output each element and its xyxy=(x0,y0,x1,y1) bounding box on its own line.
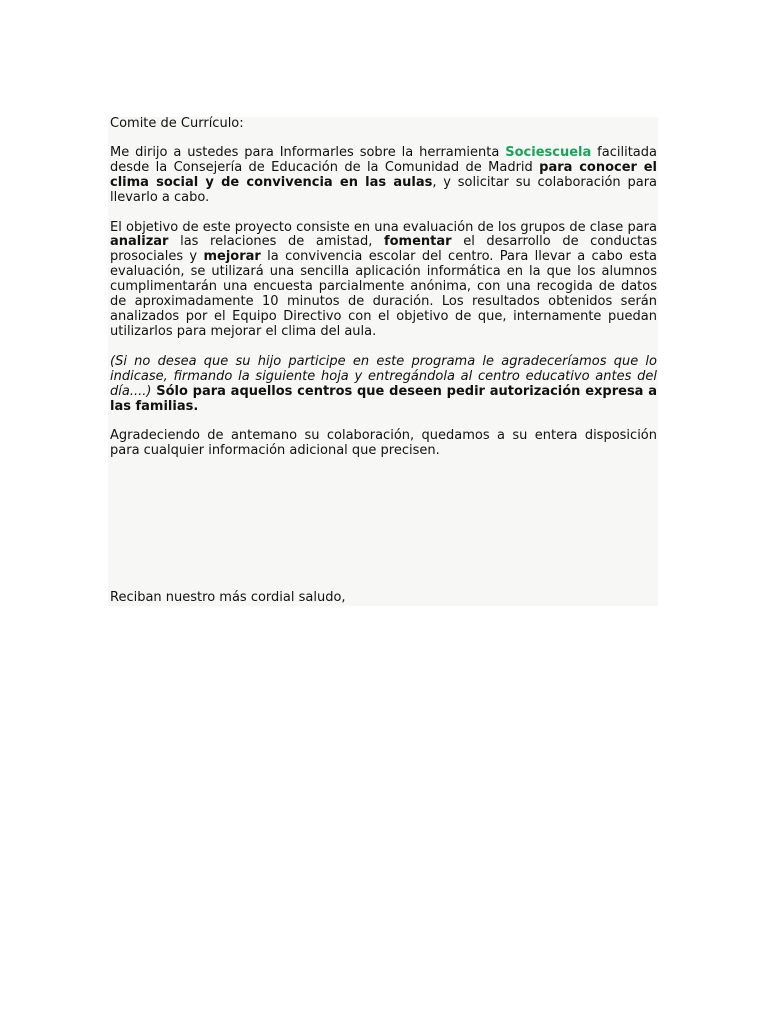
intro-text-2: facilitada desde la Consejería de Educación de la Comunidad de Madrid xyxy=(110,144,657,175)
objective-text-1: El objetivo de este proyecto consiste en una evaluación de los grupos de clase para xyxy=(110,219,657,235)
paragraph-thanks: Agradeciendo de antemano su colaboración, quedamos a su entera disposición para cualquier información adicional que precisen. xyxy=(110,428,657,459)
objective-bold-mejorar: mejorar xyxy=(203,249,261,265)
intro-bold-purpose: para conocer el clima social y de convivencia en las aulas xyxy=(110,159,657,190)
letter-greeting: Comite de Currículo: xyxy=(110,116,244,131)
objective-bold-analizar: analizar xyxy=(110,234,169,250)
paragraph-intro xyxy=(110,146,657,206)
objective-text-2: las relaciones de amistad, xyxy=(168,234,384,250)
paragraph-objective xyxy=(110,221,657,340)
objective-text-3: el desarrollo de conductas prosociales y xyxy=(110,234,658,265)
intro-text-3: , y solicitar su colaboración para llevarlo a cabo. xyxy=(110,174,658,205)
paragraph-authorization-note xyxy=(110,355,657,415)
letter-body xyxy=(108,117,658,606)
authorization-italic-note: (Si no desea que su hijo participe en este programa le agradeceríamos que lo indicase, firmando la siguiente hoja y entregándola al centro educativo antes del día....) xyxy=(110,353,657,399)
authorization-bold-note: Sólo para aquellos centros que deseen pedir autorización expresa a las familias. xyxy=(110,383,657,414)
objective-text-4: la convivencia escolar del centro. Para llevar a cabo esta evaluación, se utilizará una sencilla aplicación informática en la que los alumnos cumplimentarán una encuesta parcialmente anónima, con una recogida de datos de aproximadamente 10 minutos de duración. Los resultados obtenidos serán analizados por el Equipo Directivo con el objetivo de que, internamente puedan utilizarlos para mejorar el clima del aula. xyxy=(110,249,657,339)
sociescuela-brand-text: Sociescuela xyxy=(505,144,592,160)
intro-text-1: Me dirijo a ustedes para Informarles sobre la herramienta xyxy=(110,144,506,160)
letter-closing: Reciban nuestro más cordial saludo, xyxy=(110,590,346,605)
objective-bold-fomentar: fomentar xyxy=(383,234,452,250)
